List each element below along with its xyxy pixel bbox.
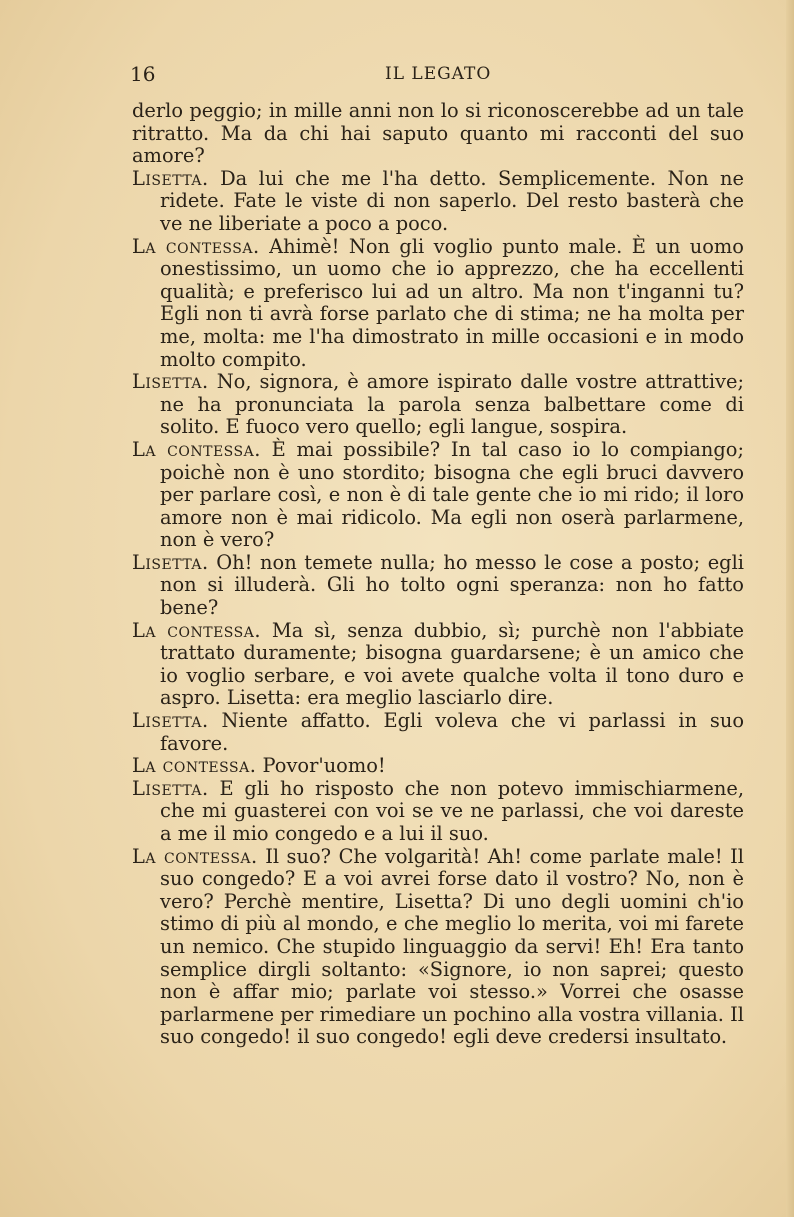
speech-text: E gli ho risposto che non potevo immischiarmene, che mi guasterei con voi se ve ne parlassi, che voi dareste a me il mio congedo e a lui il suo. [160, 776, 744, 845]
speaker-name: Lisetta. [132, 709, 209, 733]
speaker-name: La contessa. [132, 437, 261, 461]
speaker-name: La contessa. [132, 844, 258, 868]
speech-text: No, signora, è amore ispirato dalle vostre attrattive; ne ha pronunciata la parola senza balbettare come di solito. E fuoco vero quello; egli langue, sospira. [160, 370, 744, 439]
page-header [130, 62, 740, 92]
speaker-name: La contessa. [132, 234, 260, 258]
speech-paragraph [132, 710, 744, 755]
speech-paragraph [132, 236, 744, 372]
speech-paragraph [132, 620, 744, 710]
speech-text: Niente affatto. Egli voleva che vi parlassi in suo favore. [160, 709, 744, 755]
speech-paragraph [132, 552, 744, 620]
speech-text: Da lui che me l'ha detto. Semplicemente. Non ne ridete. Fate le viste di non saperlo. Del resto basterà che ve ne liberiate a poco a poco. [160, 166, 744, 235]
speech-paragraph [132, 439, 744, 552]
speech-text: Ahimè! Non gli voglio punto male. È un uomo onestissimo, un uomo che io apprezzo, che ha eccellenti qualità; e preferisco lui ad un altro. Ma non t'inganni tu? Egli non ti avrà forse parlato che di stima; ne ha molta per me, molta: me l'ha dimostrato in mille occasioni e in modo molto compito. [160, 234, 744, 371]
speech-paragraph [132, 371, 744, 439]
continuation-paragraph: derlo peggio; in mille anni non lo si riconoscerebbe ad un tale ritratto. Ma da chi hai saputo quanto mi racconti del suo amore? [132, 99, 744, 168]
speech-text: Oh! non temete nulla; ho messo le cose a posto; egli non si illuderà. Gli ho tolto ogni speranza: non ho fatto bene? [160, 550, 744, 620]
speech-paragraph [132, 778, 744, 846]
page-number: 16 [130, 62, 156, 86]
body-text [132, 100, 744, 1049]
speaker-name: La contessa. [132, 754, 257, 778]
speech-paragraph [132, 755, 744, 778]
speech-text: Il suo? Che volgarità! Ah! come parlate male! Il suo congedo? E a voi avrei forse dato il vostro? No, non è vero? Perchè mentire, Lisetta? Di uno degli uomini ch'io stimo di più al mondo, e che meglio lo merita, voi mi farete un nemico. Che stupido linguaggio da servi! Eh! Era tanto semplice dirgli soltanto: «Signore, io non saprei; questo non è affar mio; parlate voi stesso.» Vorrei che osasse parlarmene per rimediare un pochino alla vostra villania. Il suo congedo! il suo congedo! egli deve credersi insultato. [160, 844, 744, 1049]
speaker-name: Lisetta. [132, 550, 209, 574]
speaker-name: Lisetta. [132, 776, 209, 800]
speaker-name: Lisetta. [132, 166, 209, 190]
speaker-name: Lisetta. [132, 370, 209, 394]
speech-text: È mai possibile? In tal caso io lo compiango; poichè non è uno stordito; bisogna che egli bruci davvero per parlare così, e non è di tale gente che io mi rido; il loro amore non è mai ridicolo. Ma egli non oserà parlarmene, non è vero? [160, 437, 745, 552]
speech-text: Povor'uomo! [262, 754, 386, 778]
speech-paragraph [132, 846, 744, 1049]
speech-text: Ma sì, senza dubbio, sì; purchè non l'abbiate trattato duramente; bisogna guardarsene; è un amico che io voglio serbare, e voi avete qualche volta il tono duro e aspro. Lisetta: era meglio lasciarlo dire. [160, 618, 745, 710]
running-title: IL LEGATO [385, 64, 492, 84]
page-edge [786, 0, 794, 1217]
speech-paragraph [132, 168, 744, 236]
speaker-name: La contessa. [132, 618, 262, 642]
